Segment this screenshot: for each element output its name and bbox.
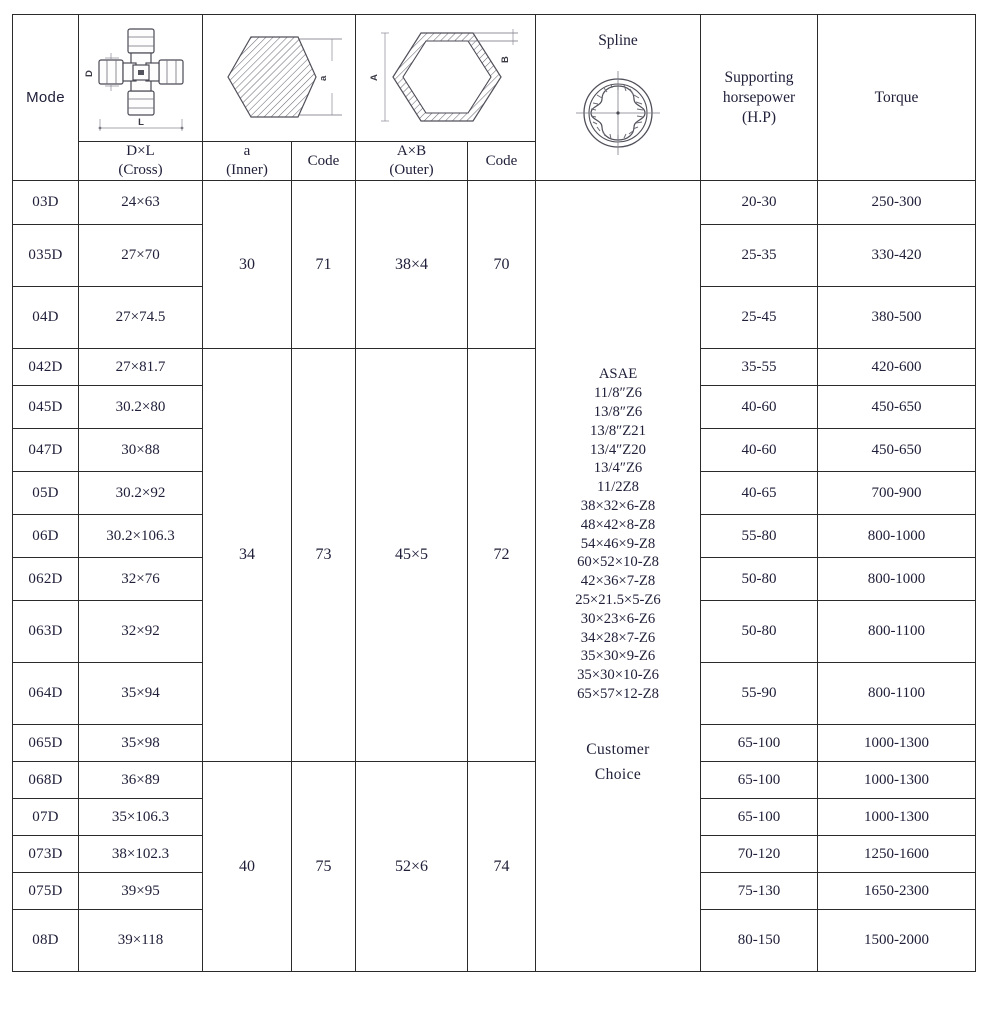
cell-supporting-horsepower: 50-80 — [701, 601, 818, 663]
svg-text:D: D — [83, 70, 95, 77]
header-outer-line2: (Outer) — [389, 162, 434, 179]
cell-cross-dimension: 30.2×80 — [79, 386, 203, 429]
cell-cross-dimension: 38×102.3 — [79, 836, 203, 873]
table-row — [13, 349, 976, 386]
spline-line: 35×30×9-Z6 — [580, 648, 656, 665]
spline-line: 13/8″Z6 — [593, 403, 643, 420]
header-torque: Torque — [818, 15, 976, 181]
cell-supporting-horsepower: 55-80 — [701, 515, 818, 558]
cell-supporting-horsepower: 40-65 — [701, 472, 818, 515]
spline-cross-section-diagram — [566, 61, 670, 165]
cell-mode: 05D — [13, 472, 79, 515]
cell-mode: 073D — [13, 836, 79, 873]
header-cross-dimension — [79, 142, 203, 181]
cell-mode: 068D — [13, 762, 79, 799]
cell-supporting-horsepower: 35-55 — [701, 349, 818, 386]
header-spline-label: Spline — [598, 31, 638, 49]
header-hp-line2: horsepower — [722, 88, 796, 106]
cell-torque: 1500-2000 — [818, 910, 976, 972]
spline-line: 54×46×9-Z8 — [580, 535, 656, 552]
cell-inner-dimension: 30 — [203, 181, 292, 349]
header-outer-code: Code — [468, 142, 536, 181]
cell-mode: 04D — [13, 287, 79, 349]
cell-torque: 450-650 — [818, 429, 976, 472]
cross-joint-diagram — [83, 15, 199, 141]
cell-mode: 064D — [13, 663, 79, 725]
cell-torque: 250-300 — [818, 181, 976, 225]
cell-outer-code: 74 — [468, 762, 536, 972]
cell-torque: 800-1000 — [818, 558, 976, 601]
cell-supporting-horsepower: 65-100 — [701, 762, 818, 799]
svg-text:a: a — [318, 75, 329, 81]
svg-text:A: A — [368, 74, 380, 81]
cell-inner-code: 71 — [292, 181, 356, 349]
cell-inner-code: 75 — [292, 762, 356, 972]
cell-mode: 062D — [13, 558, 79, 601]
table-row — [13, 762, 976, 799]
cell-supporting-horsepower: 70-120 — [701, 836, 818, 873]
cell-mode: 063D — [13, 601, 79, 663]
cell-supporting-horsepower: 40-60 — [701, 386, 818, 429]
cell-cross-dimension: 39×118 — [79, 910, 203, 972]
cross-joint-figure-cell — [79, 15, 203, 142]
cell-outer-dimension: 52×6 — [356, 762, 468, 972]
cell-supporting-horsepower: 55-90 — [701, 663, 818, 725]
cell-inner-dimension: 40 — [203, 762, 292, 972]
cell-torque: 380-500 — [818, 287, 976, 349]
spline-line: 60×52×10-Z8 — [577, 554, 659, 571]
cell-supporting-horsepower: 80-150 — [701, 910, 818, 972]
spline-line: 65×57×12-Z8 — [577, 686, 659, 703]
cell-mode: 065D — [13, 725, 79, 762]
cell-supporting-horsepower: 50-80 — [701, 558, 818, 601]
cell-cross-dimension: 27×74.5 — [79, 287, 203, 349]
spline-footer-line2: Choice — [594, 765, 642, 783]
cell-supporting-horsepower: 65-100 — [701, 799, 818, 836]
cell-supporting-horsepower: 20-30 — [701, 181, 818, 225]
header-mode: Mode — [13, 15, 79, 181]
cell-mode: 045D — [13, 386, 79, 429]
cell-mode: 042D — [13, 349, 79, 386]
spline-line: 11/2Z8 — [597, 479, 639, 496]
cell-torque: 1250-1600 — [818, 836, 976, 873]
cell-torque: 800-1100 — [818, 663, 976, 725]
outer-tube-hexagon-diagram — [363, 19, 529, 137]
spline-heading: ASAE — [598, 366, 638, 383]
spline-spacer — [536, 704, 700, 738]
cell-cross-dimension: 27×81.7 — [79, 349, 203, 386]
spline-footer-line1: Customer — [586, 740, 650, 758]
cell-mode: 035D — [13, 225, 79, 287]
cell-cross-dimension: 39×95 — [79, 873, 203, 910]
cell-mode: 08D — [13, 910, 79, 972]
driveshaft-specification-table — [12, 14, 976, 972]
cell-torque: 1000-1300 — [818, 725, 976, 762]
table-body — [13, 181, 976, 972]
cell-mode: 03D — [13, 181, 79, 225]
cell-mode: 07D — [13, 799, 79, 836]
cell-cross-dimension: 27×70 — [79, 225, 203, 287]
header-hp-line3: (H.P) — [741, 108, 776, 126]
cell-torque: 1650-2300 — [818, 873, 976, 910]
header-outer-line1: A×B — [396, 143, 427, 159]
cell-inner-dimension: 34 — [203, 349, 292, 762]
cell-supporting-horsepower: 65-100 — [701, 725, 818, 762]
spline-line: 34×28×7-Z6 — [580, 629, 656, 646]
cell-torque: 1000-1300 — [818, 762, 976, 799]
cell-torque: 420-600 — [818, 349, 976, 386]
cell-torque: 700-900 — [818, 472, 976, 515]
cell-cross-dimension: 32×76 — [79, 558, 203, 601]
cell-outer-dimension: 45×5 — [356, 349, 468, 762]
cell-spline-list — [536, 181, 701, 972]
svg-text:L: L — [137, 117, 144, 128]
cell-cross-dimension: 30.2×92 — [79, 472, 203, 515]
header-row-figures — [13, 15, 976, 142]
cell-cross-dimension: 35×98 — [79, 725, 203, 762]
spline-line: 13/4″Z20 — [590, 441, 646, 458]
svg-text:B: B — [499, 56, 511, 63]
inner-tube-hexagon-diagram — [206, 19, 352, 137]
header-supporting-horsepower — [701, 15, 818, 181]
cell-cross-dimension: 32×92 — [79, 601, 203, 663]
cell-outer-code: 72 — [468, 349, 536, 762]
spline-line: 48×42×8-Z8 — [580, 516, 656, 533]
spline-line: 11/8″Z6 — [594, 385, 642, 402]
spline-line: 25×21.5×5-Z6 — [575, 592, 661, 609]
cell-torque: 800-1100 — [818, 601, 976, 663]
cell-torque: 330-420 — [818, 225, 976, 287]
cell-cross-dimension: 30×88 — [79, 429, 203, 472]
cell-cross-dimension: 24×63 — [79, 181, 203, 225]
header-spline — [536, 15, 701, 181]
inner-tube-figure-cell — [203, 15, 356, 142]
header-inner-code: Code — [292, 142, 356, 181]
header-inner-dimension — [203, 142, 292, 181]
header-cross-line1: D×L — [126, 143, 155, 159]
cell-mode: 047D — [13, 429, 79, 472]
cell-torque: 1000-1300 — [818, 799, 976, 836]
header-inner-line1: a — [243, 143, 251, 159]
cell-supporting-horsepower: 40-60 — [701, 429, 818, 472]
cell-mode: 06D — [13, 515, 79, 558]
cell-supporting-horsepower: 75-130 — [701, 873, 818, 910]
cell-outer-dimension: 38×4 — [356, 181, 468, 349]
outer-tube-figure-cell — [356, 15, 536, 142]
cell-cross-dimension: 35×106.3 — [79, 799, 203, 836]
header-outer-dimension — [356, 142, 468, 181]
cell-supporting-horsepower: 25-35 — [701, 225, 818, 287]
spline-line: 13/4″Z6 — [593, 460, 643, 477]
cell-outer-code: 70 — [468, 181, 536, 349]
spline-line: 13/8″Z21 — [590, 422, 646, 439]
header-inner-line2: (Inner) — [226, 162, 268, 179]
spline-line: 38×32×6-Z8 — [580, 497, 656, 514]
cell-cross-dimension: 35×94 — [79, 663, 203, 725]
cell-inner-code: 73 — [292, 349, 356, 762]
cell-mode: 075D — [13, 873, 79, 910]
cell-torque: 800-1000 — [818, 515, 976, 558]
header-hp-line1: Supporting — [724, 68, 794, 86]
cell-cross-dimension: 30.2×106.3 — [79, 515, 203, 558]
spline-line: 30×23×6-Z6 — [580, 610, 656, 627]
cell-cross-dimension: 36×89 — [79, 762, 203, 799]
cell-supporting-horsepower: 25-45 — [701, 287, 818, 349]
spline-line: 35×30×10-Z6 — [577, 667, 659, 684]
header-cross-line2: (Cross) — [118, 162, 163, 179]
cell-torque: 450-650 — [818, 386, 976, 429]
spline-line: 42×36×7-Z8 — [580, 573, 656, 590]
table-row — [13, 181, 976, 225]
